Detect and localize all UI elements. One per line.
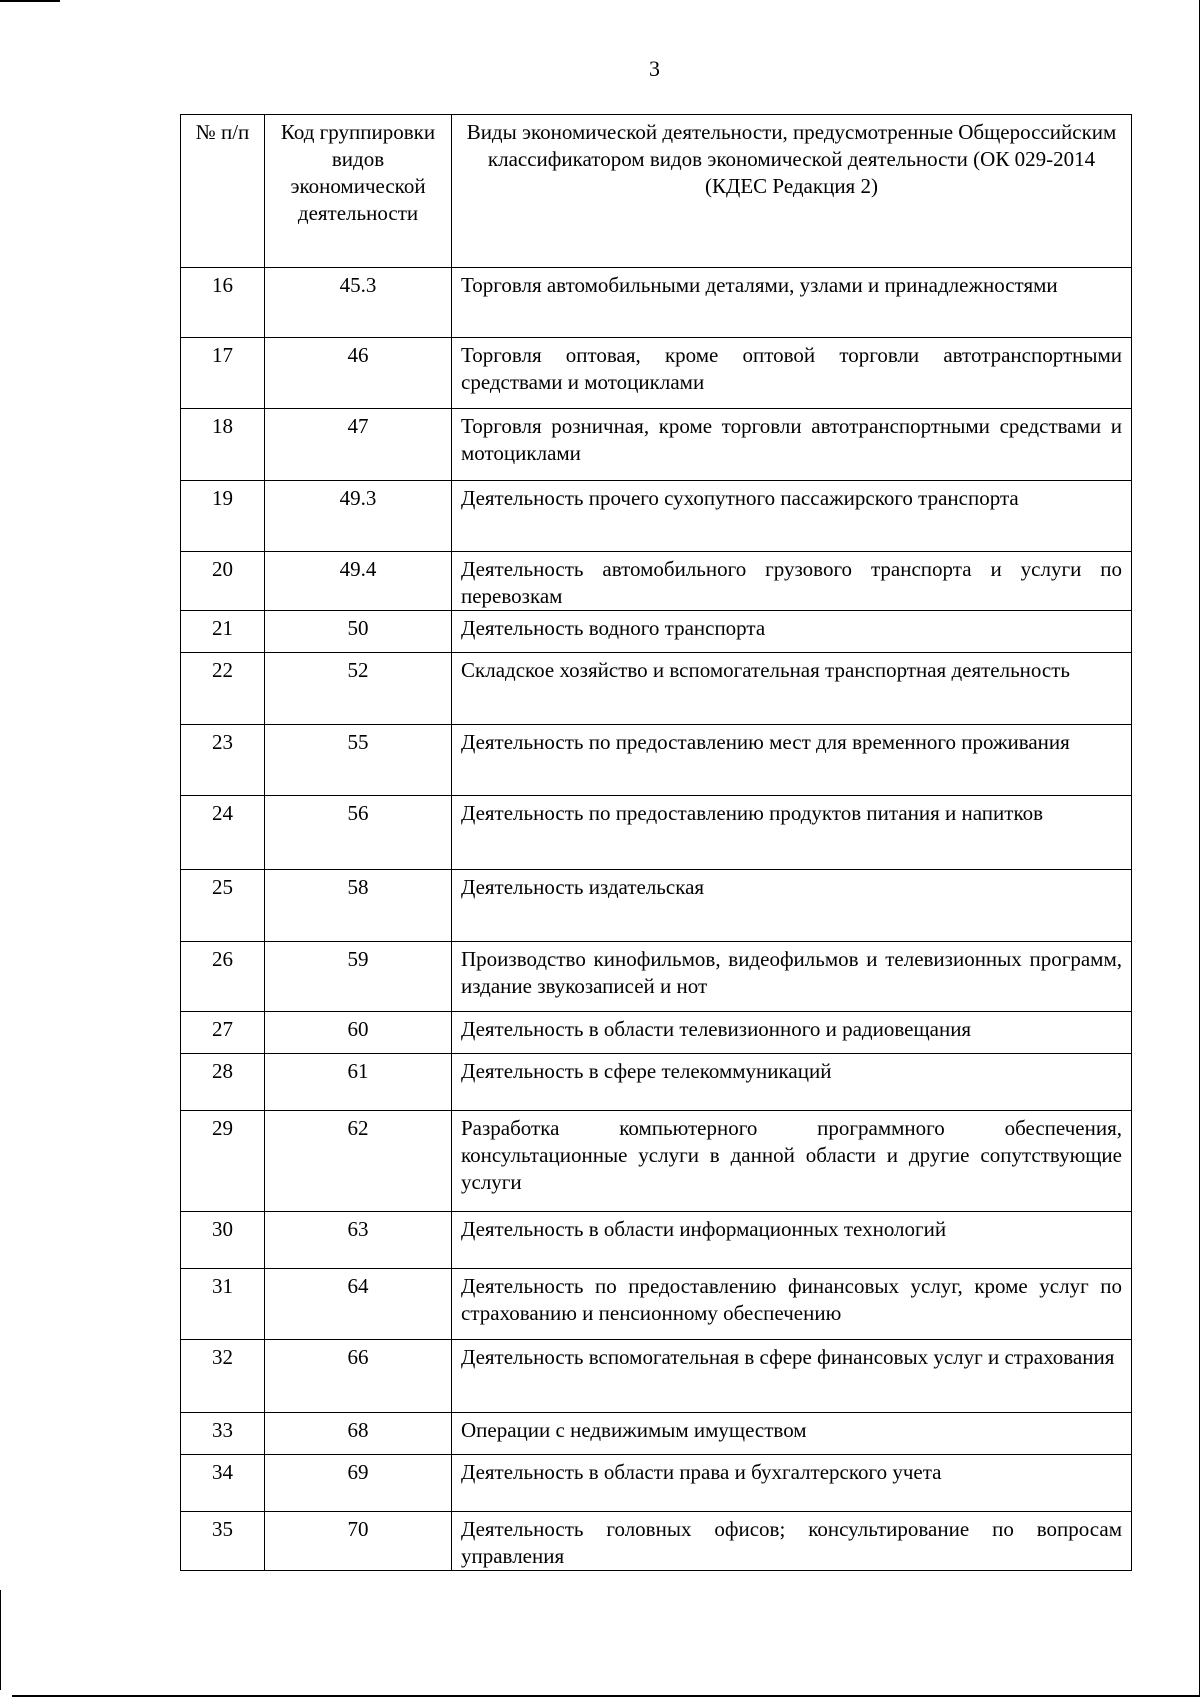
- table-row: [181, 653, 1132, 725]
- table-row: [181, 1269, 1132, 1340]
- row-activity: Деятельность по предоставлению мест для временного проживания: [452, 725, 1132, 796]
- table-row: [181, 268, 1132, 338]
- row-number: 28: [181, 1054, 265, 1111]
- table-row: [181, 1455, 1132, 1512]
- header-number: № п/п: [181, 115, 265, 268]
- table-row: [181, 1512, 1132, 1571]
- row-code: 68: [265, 1413, 452, 1455]
- row-number: 34: [181, 1455, 265, 1512]
- row-number: 29: [181, 1111, 265, 1212]
- row-activity: Деятельность по предоставлению финансовых услуг, кроме услуг по страхованию и пенсионному обеспечению: [452, 1269, 1132, 1340]
- row-activity: Торговля розничная, кроме торговли автотранспортными средствами и мотоциклами: [452, 409, 1132, 481]
- table-row: [181, 552, 1132, 611]
- row-activity: Деятельность в области информационных технологий: [452, 1212, 1132, 1269]
- row-code: 55: [265, 725, 452, 796]
- row-number: 27: [181, 1012, 265, 1054]
- row-number: 23: [181, 725, 265, 796]
- row-code: 59: [265, 942, 452, 1012]
- row-activity: Деятельность в области телевизионного и радиовещания: [452, 1012, 1132, 1054]
- table-row: [181, 725, 1132, 796]
- row-number: 21: [181, 611, 265, 653]
- table-row: [181, 1212, 1132, 1269]
- table-row: [181, 611, 1132, 653]
- row-code: 49.4: [265, 552, 452, 611]
- row-activity: Деятельность в сфере телекоммуникаций: [452, 1054, 1132, 1111]
- row-number: 16: [181, 268, 265, 338]
- row-activity: Операции с недвижимым имуществом: [452, 1413, 1132, 1455]
- table-row: [181, 796, 1132, 870]
- row-code: 56: [265, 796, 452, 870]
- table-row: [181, 1413, 1132, 1455]
- scan-border-left: [0, 1590, 1, 1690]
- header-activity: Виды экономической деятельности, предусмотренные Общероссийским классификатором видов экономической деятельности (ОК 029-2014 (КДЕС Редакция 2): [452, 115, 1132, 268]
- row-number: 26: [181, 942, 265, 1012]
- row-number: 25: [181, 870, 265, 942]
- row-activity: Деятельность прочего сухопутного пассажирского транспорта: [452, 481, 1132, 552]
- row-activity: Деятельность по предоставлению продуктов питания и напитков: [452, 796, 1132, 870]
- row-code: 47: [265, 409, 452, 481]
- row-activity: Торговля автомобильными деталями, узлами и принадлежностями: [452, 268, 1132, 338]
- row-number: 20: [181, 552, 265, 611]
- row-code: 58: [265, 870, 452, 942]
- table-header-row: [181, 115, 1132, 268]
- row-number: 30: [181, 1212, 265, 1269]
- row-number: 24: [181, 796, 265, 870]
- row-code: 45.3: [265, 268, 452, 338]
- row-code: 52: [265, 653, 452, 725]
- table-row: [181, 481, 1132, 552]
- table-row: [181, 1012, 1132, 1054]
- header-code: Код группировки видов экономической деятельности: [265, 115, 452, 268]
- table-row: [181, 1111, 1132, 1212]
- row-number: 35: [181, 1512, 265, 1571]
- row-code: 70: [265, 1512, 452, 1571]
- table-row: [181, 409, 1132, 481]
- table-row: [181, 338, 1132, 409]
- row-activity: Деятельность водного транспорта: [452, 611, 1132, 653]
- row-code: 66: [265, 1340, 452, 1413]
- row-activity: Производство кинофильмов, видеофильмов и телевизионных программ, издание звукозаписей и нот: [452, 942, 1132, 1012]
- row-code: 64: [265, 1269, 452, 1340]
- table-row: [181, 870, 1132, 942]
- row-number: 31: [181, 1269, 265, 1340]
- activity-table: [180, 114, 1132, 1571]
- row-number: 18: [181, 409, 265, 481]
- row-number: 22: [181, 653, 265, 725]
- scan-border-top: [0, 0, 60, 2]
- row-activity: Деятельность в области права и бухгалтерского учета: [452, 1455, 1132, 1512]
- row-number: 17: [181, 338, 265, 409]
- row-code: 69: [265, 1455, 452, 1512]
- page-number: 3: [649, 56, 660, 81]
- row-activity: Складское хозяйство и вспомогательная транспортная деятельность: [452, 653, 1132, 725]
- row-number: 33: [181, 1413, 265, 1455]
- row-code: 49.3: [265, 481, 452, 552]
- row-code: 50: [265, 611, 452, 653]
- table-row: [181, 1340, 1132, 1413]
- row-code: 63: [265, 1212, 452, 1269]
- row-activity: Разработка компьютерного программного обеспечения, консультационные услуги в данной области и другие сопутствующие услуги: [452, 1111, 1132, 1212]
- row-activity: Деятельность автомобильного грузового транспорта и услуги по перевозкам: [452, 552, 1132, 611]
- row-code: 61: [265, 1054, 452, 1111]
- row-activity: Деятельность издательская: [452, 870, 1132, 942]
- table-row: [181, 1054, 1132, 1111]
- row-number: 32: [181, 1340, 265, 1413]
- row-code: 46: [265, 338, 452, 409]
- table-row: [181, 942, 1132, 1012]
- row-code: 62: [265, 1111, 452, 1212]
- row-activity: Деятельность вспомогательная в сфере финансовых услуг и страхования: [452, 1340, 1132, 1413]
- row-activity: Торговля оптовая, кроме оптовой торговли автотранспортными средствами и мотоциклами: [452, 338, 1132, 409]
- row-number: 19: [181, 481, 265, 552]
- row-activity: Деятельность головных офисов; консультирование по вопросам управления: [452, 1512, 1132, 1571]
- row-code: 60: [265, 1012, 452, 1054]
